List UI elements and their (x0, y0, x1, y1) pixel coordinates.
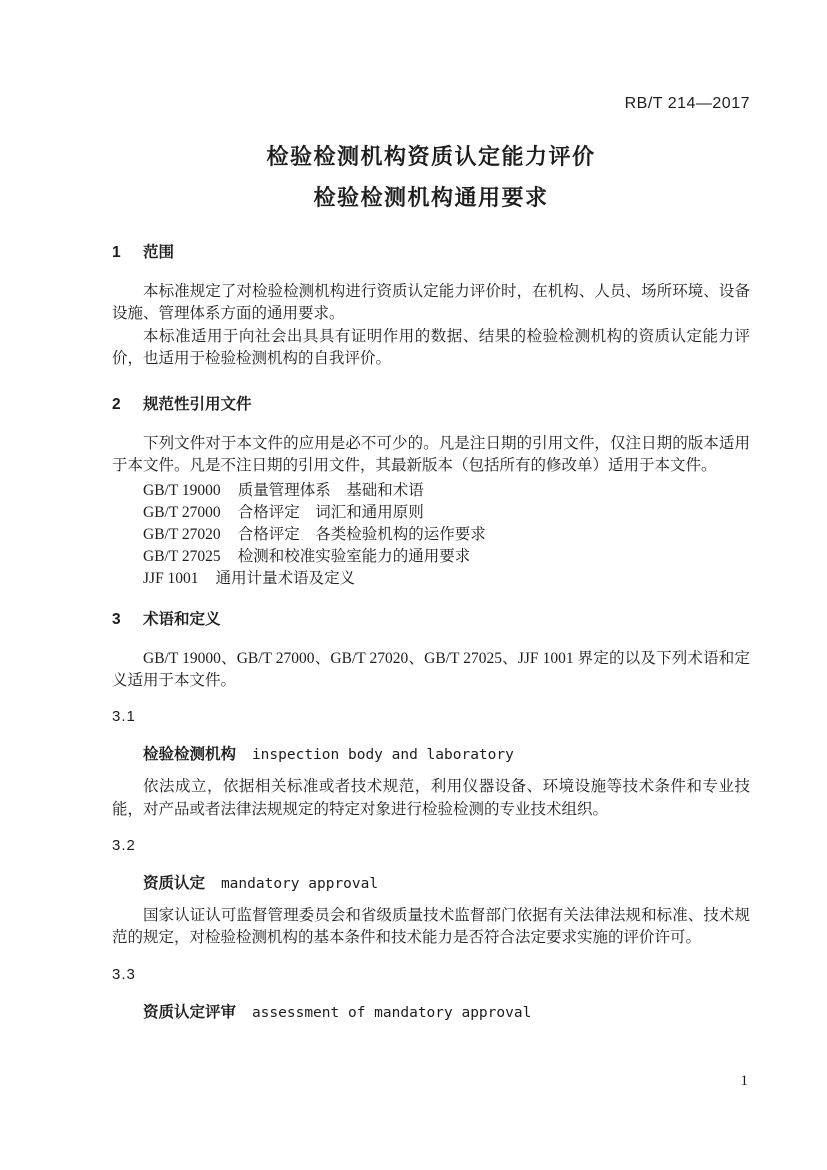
section-3-heading (112, 609, 750, 631)
section-2-title: 规范性引用文件 (143, 396, 252, 414)
document-title-line2: 检验检测机构通用要求 (313, 185, 549, 210)
reference-title: 合格评定 词汇和通用原则 (237, 503, 424, 521)
term-chinese: 检验检测机构 (143, 746, 237, 764)
reference-title: 质量管理体系 基础和术语 (237, 481, 424, 499)
term-entry-3-3 (112, 964, 750, 1024)
term-name-line (112, 873, 750, 895)
section-2-number: 2 (112, 396, 121, 414)
clause-number: 3.3 (112, 965, 136, 983)
standard-number: RB/T 214—2017 (624, 95, 750, 112)
term-name-line (112, 1002, 750, 1024)
term-entry-3-1 (112, 706, 750, 821)
reference-item (112, 568, 750, 590)
term-definition: 依法成立，依据相关标准或者技术规范，利用仪器设备、环境设施等技术条件和专业技能，对产品或者法律法规规定的特定对象进行检验检测的专业技术组织。 (112, 778, 750, 818)
reference-item (112, 502, 750, 524)
document-title-line1: 检验检测机构资质认定能力评价 (266, 144, 596, 169)
reference-code: GB/T 27025 (143, 547, 221, 565)
scope-paragraph-2: 本标准适用于向社会出具具有证明作用的数据、结果的检验检测机构的资质认定能力评价，也适用于检验检测机构的自我评价。 (112, 327, 750, 367)
term-english: mandatory approval (220, 875, 379, 892)
reference-title: 检测和校准实验室能力的通用要求 (237, 547, 471, 565)
term-name-line (112, 744, 750, 766)
clause-number: 3.1 (112, 708, 136, 726)
reference-title: 通用计量术语及定义 (215, 569, 356, 587)
terms-intro: GB/T 19000、GB/T 27000、GB/T 27020、GB/T 27025、JJF 1001 界定的以及下列术语和定义适用于本文件。 (112, 649, 750, 690)
references-intro: 下列文件对于本文件的应用是必不可少的。凡是注日期的引用文件，仅注日期的版本适用于本文件。凡是不注日期的引用文件，其最新版本（包括所有的修改单）适用于本文件。 (112, 435, 750, 475)
term-definition: 国家认证认可监督管理委员会和省级质量技术监督部门依据有关法律法规和标准、技术规范的规定，对检验检测机构的基本条件和技术能力是否符合法定要求实施的评价许可。 (112, 906, 750, 947)
reference-item (112, 480, 750, 502)
references-list (112, 480, 750, 590)
clause-number: 3.2 (112, 836, 136, 854)
section-3-title: 术语和定义 (143, 610, 221, 628)
term-chinese: 资质认定 (143, 874, 206, 892)
reference-code: GB/T 27000 (143, 503, 221, 521)
section-1-number: 1 (112, 244, 121, 261)
reference-code: JJF 1001 (143, 569, 199, 587)
scope-paragraph-1: 本标准规定了对检验检测机构进行资质认定能力评价时，在机构、人员、场所环境、设备设施、管理体系方面的通用要求。 (112, 283, 750, 323)
reference-code: GB/T 27020 (143, 525, 221, 543)
reference-item (112, 546, 750, 568)
section-3-number: 3 (112, 610, 121, 628)
term-chinese: 资质认定评审 (143, 1003, 237, 1021)
reference-title: 合格评定 各类检验机构的运作要求 (237, 525, 486, 543)
term-entry-3-2 (112, 835, 750, 950)
term-english: inspection body and laboratory (251, 747, 514, 764)
section-1-title: 范围 (143, 244, 175, 261)
page-number: 1 (740, 1073, 748, 1089)
section-2-heading (112, 394, 750, 416)
section-1-heading (112, 242, 750, 264)
reference-item (112, 524, 750, 546)
term-english: assessment of mandatory approval (251, 1004, 532, 1021)
reference-code: GB/T 19000 (143, 481, 221, 499)
